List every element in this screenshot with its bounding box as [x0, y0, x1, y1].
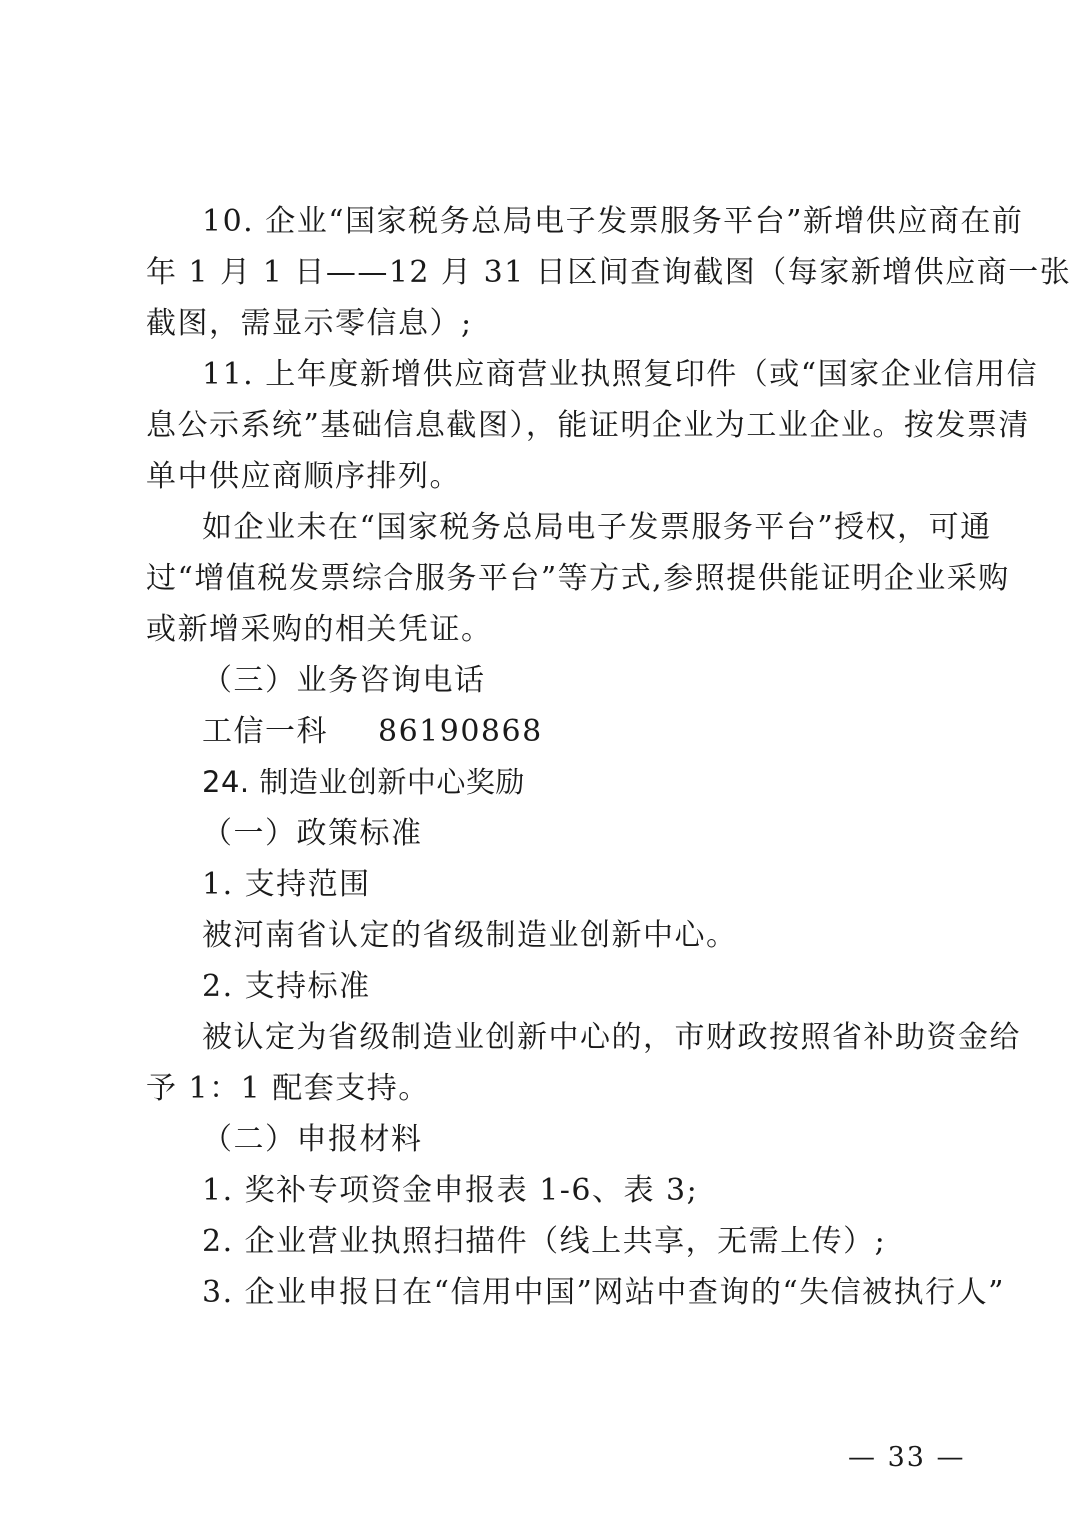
paragraph-line: 被认定为省级制造业创新中心的，市财政按照省补助资金给: [202, 1020, 1021, 1055]
contact-line: [146, 706, 946, 757]
section-heading: 24. 制造业创新中心奖励: [202, 765, 525, 799]
paragraph-line: 或新增采购的相关凭证。: [146, 612, 493, 647]
section-subheading: （二）申报材料: [202, 1122, 423, 1157]
list-item: 1. 奖补专项资金申报表 1-6、表 3;: [202, 1173, 699, 1208]
list-item-title: 1. 支持范围: [202, 867, 371, 902]
list-item: 2. 企业营业执照扫描件（线上共享，无需上传）;: [202, 1224, 887, 1259]
paragraph-line: 年 1 月 1 日——12 月 31 日区间查询截图（每家新增供应商一张: [146, 255, 1072, 290]
paragraph-line: 截图，需显示零信息）;: [146, 306, 473, 341]
paragraph-line: 予 1：1 配套支持。: [146, 1071, 430, 1106]
contact-department: 工信一科: [202, 714, 328, 749]
paragraph-line: 被河南省认定的省级制造业创新中心。: [202, 918, 738, 953]
list-item-title: 2. 支持标准: [202, 969, 371, 1004]
paragraph-line: 单中供应商顺序排列。: [146, 459, 461, 494]
section-subheading: （三）业务咨询电话: [202, 663, 486, 698]
paragraph-line: 过“增值税发票综合服务平台”等方式,参照提供能证明企业采购: [146, 561, 1010, 596]
list-item: 3. 企业申报日在“信用中国”网站中查询的“失信被执行人”: [202, 1275, 1006, 1310]
paragraph-line: 11. 上年度新增供应商营业执照复印件（或“国家企业信用信: [202, 357, 1039, 392]
paragraph-line: 10. 企业“国家税务总局电子发票服务平台”新增供应商在前: [202, 204, 1024, 239]
section-subheading: （一）政策标准: [202, 816, 423, 851]
contact-phone: 86190868: [378, 714, 543, 749]
paragraph-line: 息公示系统”基础信息截图），能证明企业为工业企业。按发票清: [146, 408, 1030, 443]
paragraph-line: 如企业未在“国家税务总局电子发票服务平台”授权，可通: [202, 510, 992, 545]
page-number: — 33 —: [848, 1442, 966, 1473]
document-body: [146, 196, 1072, 1318]
